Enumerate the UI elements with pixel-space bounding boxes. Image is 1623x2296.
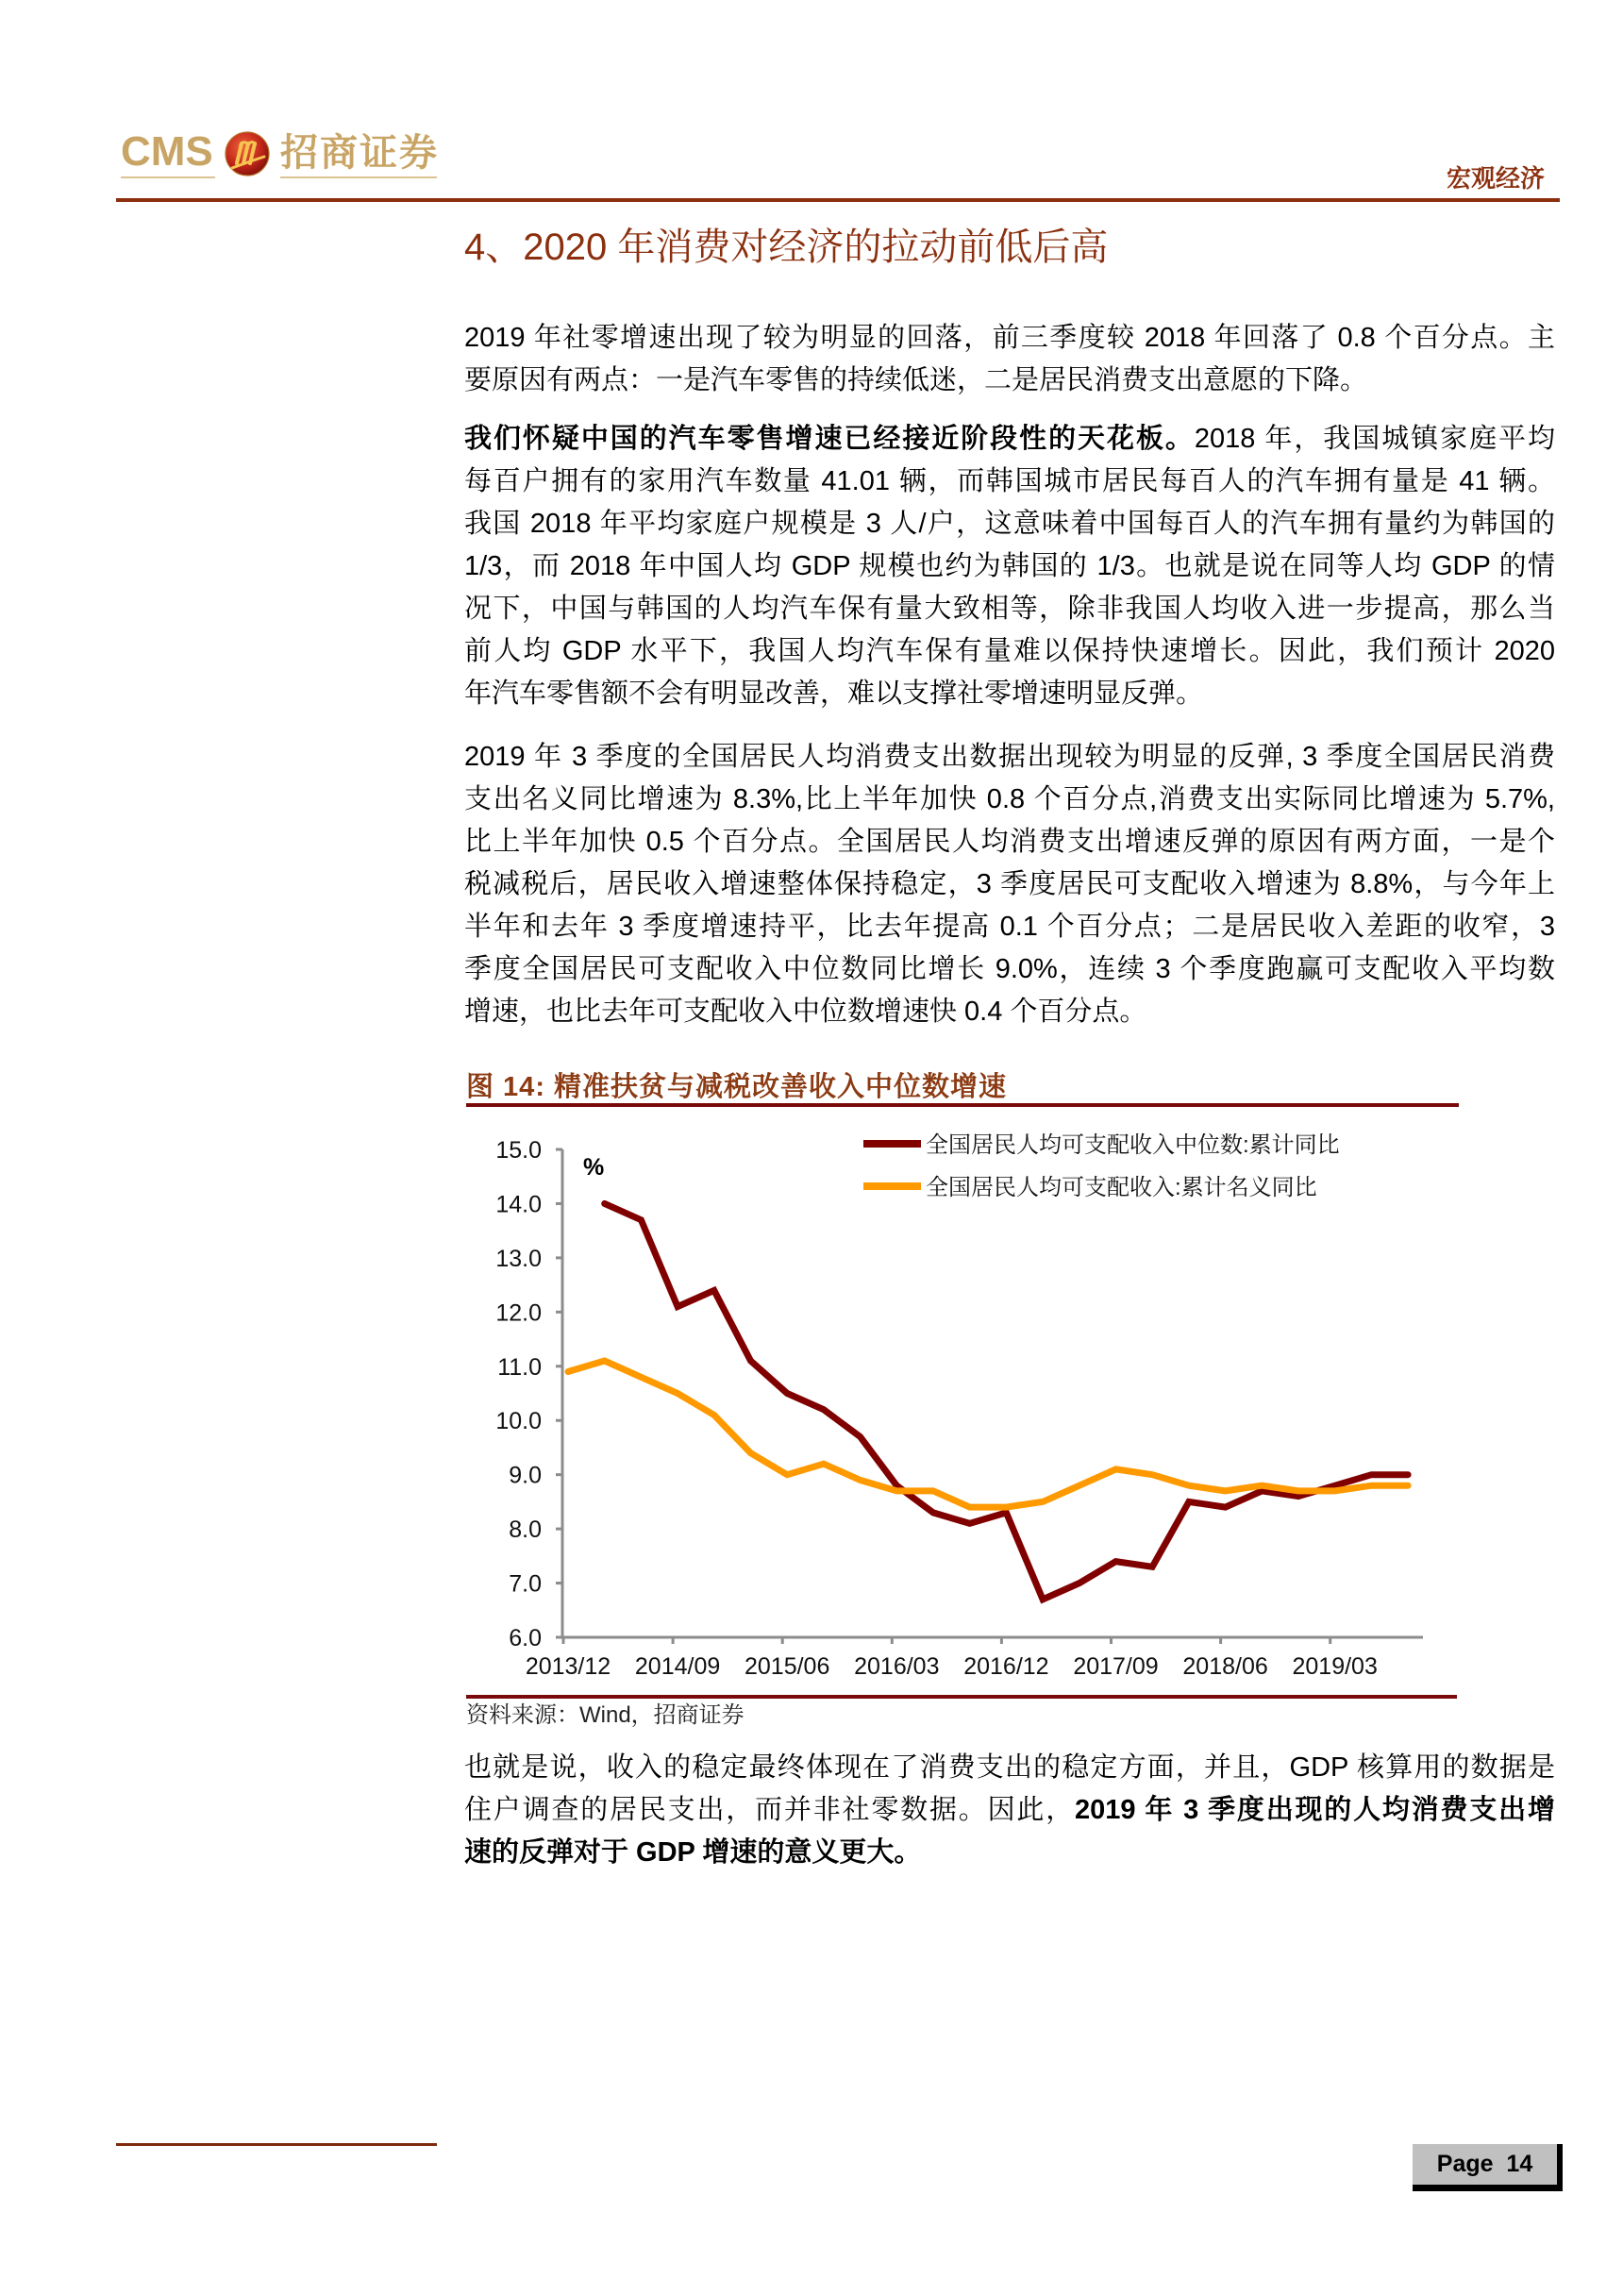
- text-segment: 住户调查的居民支出，而并非社零数据。因此，: [464, 1795, 1076, 1825]
- paragraph-2: [464, 418, 1555, 715]
- text-line: [464, 1832, 1555, 1874]
- y-tick-label: 10.0: [495, 1408, 542, 1435]
- text-line: 年汽车零售额不会有明显改善，难以支撑社零增速明显反弹。: [464, 679, 1204, 709]
- y-tick-label: 7.0: [509, 1570, 542, 1598]
- footer-divider: [116, 2143, 437, 2146]
- text-line: 况下，中国与韩国的人均汽车保有量大致相等，除非我国人均收入进一步提高，那么当: [464, 594, 1555, 624]
- bold-emphasis: 速的反弹对于 GDP 增速的意义更大。: [464, 1837, 922, 1868]
- section-heading: 4、2020 年消费对经济的拉动前低后高: [464, 226, 1109, 268]
- logo-underline-cn: [280, 176, 437, 178]
- header-divider: [116, 198, 1560, 202]
- text-line: 比上半年加快 0.5 个百分点。全国居民人均消费支出增速反弹的原因有两方面，一是个: [464, 827, 1555, 857]
- y-tick-label: 6.0: [509, 1625, 542, 1651]
- x-tick-label: 2018/06: [1182, 1653, 1268, 1680]
- x-tick-label: 2013/12: [525, 1653, 611, 1680]
- text-line: 要原因有两点：一是汽车零售的持续低迷，二是居民消费支出意愿的下降。: [464, 365, 1368, 395]
- text-segment: 2018 年，我国城镇家庭平均: [1194, 424, 1555, 454]
- series-line-nominal-income: [568, 1361, 1408, 1507]
- text-line: 前人均 GDP 水平下，我国人均汽车保有量难以保持快速增长。因此，我们预计 2020: [464, 636, 1555, 666]
- logo-text-cms: CMS: [121, 128, 213, 175]
- text-line: 季度全国居民可支配收入中位数同比增长 9.0%，连续 3 个季度跑赢可支配收入平均数: [464, 954, 1555, 984]
- text-line: 半年和去年 3 季度增速持平，比去年提高 0.1 个百分点；二是居民收入差距的收窄，3: [464, 912, 1555, 942]
- page-number-badge: Page 14: [1413, 2144, 1563, 2191]
- text-line: 也就是说，收入的稳定最终体现在了消费支出的稳定方面，并且，GDP 核算用的数据是: [464, 1752, 1555, 1783]
- figure-top-rule: [466, 1103, 1459, 1107]
- bold-emphasis: 2019 年 3 季度出现的人均消费支出增: [1075, 1795, 1555, 1825]
- figure-title: 图 14: 精准扶贫与减税改善收入中位数增速: [466, 1072, 1008, 1102]
- section-tag: 宏观经济: [1447, 165, 1546, 193]
- logo-underline-en: [121, 176, 215, 178]
- y-tick-label: 9.0: [509, 1462, 542, 1489]
- text-line: 我国 2018 年平均家庭户规模是 3 人/户，这意味着中国每百人的汽车拥有量约为韩国的: [464, 509, 1555, 539]
- text-line: 2019 年社零增速出现了较为明显的回落，前三季度较 2018 年回落了 0.8 个百分点。主: [464, 323, 1555, 353]
- text-line: 2019 年 3 季度的全国居民人均消费支出数据出现较为明显的反弹, 3 季度全国居民消费: [464, 742, 1555, 772]
- y-tick-label: 8.0: [509, 1517, 542, 1544]
- figure-bottom-rule: [466, 1695, 1457, 1699]
- text-line: [464, 418, 1555, 461]
- legend-label: 全国居民人均可支配收入中位数:累计同比: [926, 1132, 1340, 1158]
- x-tick-label: 2015/06: [745, 1653, 830, 1680]
- x-tick-label: 2016/12: [963, 1653, 1049, 1680]
- text-line: 支出名义同比增速为 8.3%,比上半年加快 0.8 个百分点,消费支出实际同比增速为 5.7%,: [464, 784, 1555, 814]
- series-line-median-income: [605, 1203, 1408, 1599]
- text-line: [464, 1789, 1555, 1832]
- x-tick-label: 2017/09: [1073, 1653, 1159, 1680]
- paragraph-1: [464, 317, 1555, 402]
- x-tick-label: 2019/03: [1292, 1653, 1378, 1680]
- y-tick-label: 11.0: [497, 1353, 542, 1381]
- text-line: 1/3，而 2018 年中国人均 GDP 规模也约为韩国的 1/3。也就是说在同等人均 GDP 的情: [464, 551, 1555, 581]
- cms-emblem-icon: [225, 131, 270, 176]
- y-tick-label: 12.0: [495, 1299, 542, 1327]
- logo-text-cn: 招商证券: [280, 130, 439, 175]
- legend-label: 全国居民人均可支配收入:累计名义同比: [926, 1175, 1317, 1200]
- paragraph-3: [464, 736, 1555, 1033]
- y-tick-label: 14.0: [495, 1191, 542, 1218]
- x-tick-label: 2014/09: [634, 1653, 721, 1680]
- text-line: 税减税后，居民收入增速整体保持稳定，3 季度居民可支配收入增速为 8.8%，与今年上: [464, 869, 1555, 899]
- paragraph-4: [464, 1747, 1555, 1874]
- unit-label: %: [583, 1154, 605, 1181]
- y-tick-label: 15.0: [495, 1137, 542, 1164]
- line-chart: [453, 1114, 1481, 1689]
- text-line: 每百户拥有的家用汽车数量 41.01 辆，而韩国城市居民每百人的汽车拥有量是 41 辆。: [464, 466, 1555, 496]
- x-tick-label: 2016/03: [854, 1653, 940, 1680]
- y-tick-label: 13.0: [495, 1245, 542, 1272]
- text-line: 增速，也比去年可支配收入中位数增速快 0.4 个百分点。: [464, 997, 1147, 1027]
- bold-emphasis: 我们怀疑中国的汽车零售增速已经接近阶段性的天花板。: [464, 424, 1195, 454]
- figure-source: 资料来源：Wind，招商证券: [466, 1702, 745, 1728]
